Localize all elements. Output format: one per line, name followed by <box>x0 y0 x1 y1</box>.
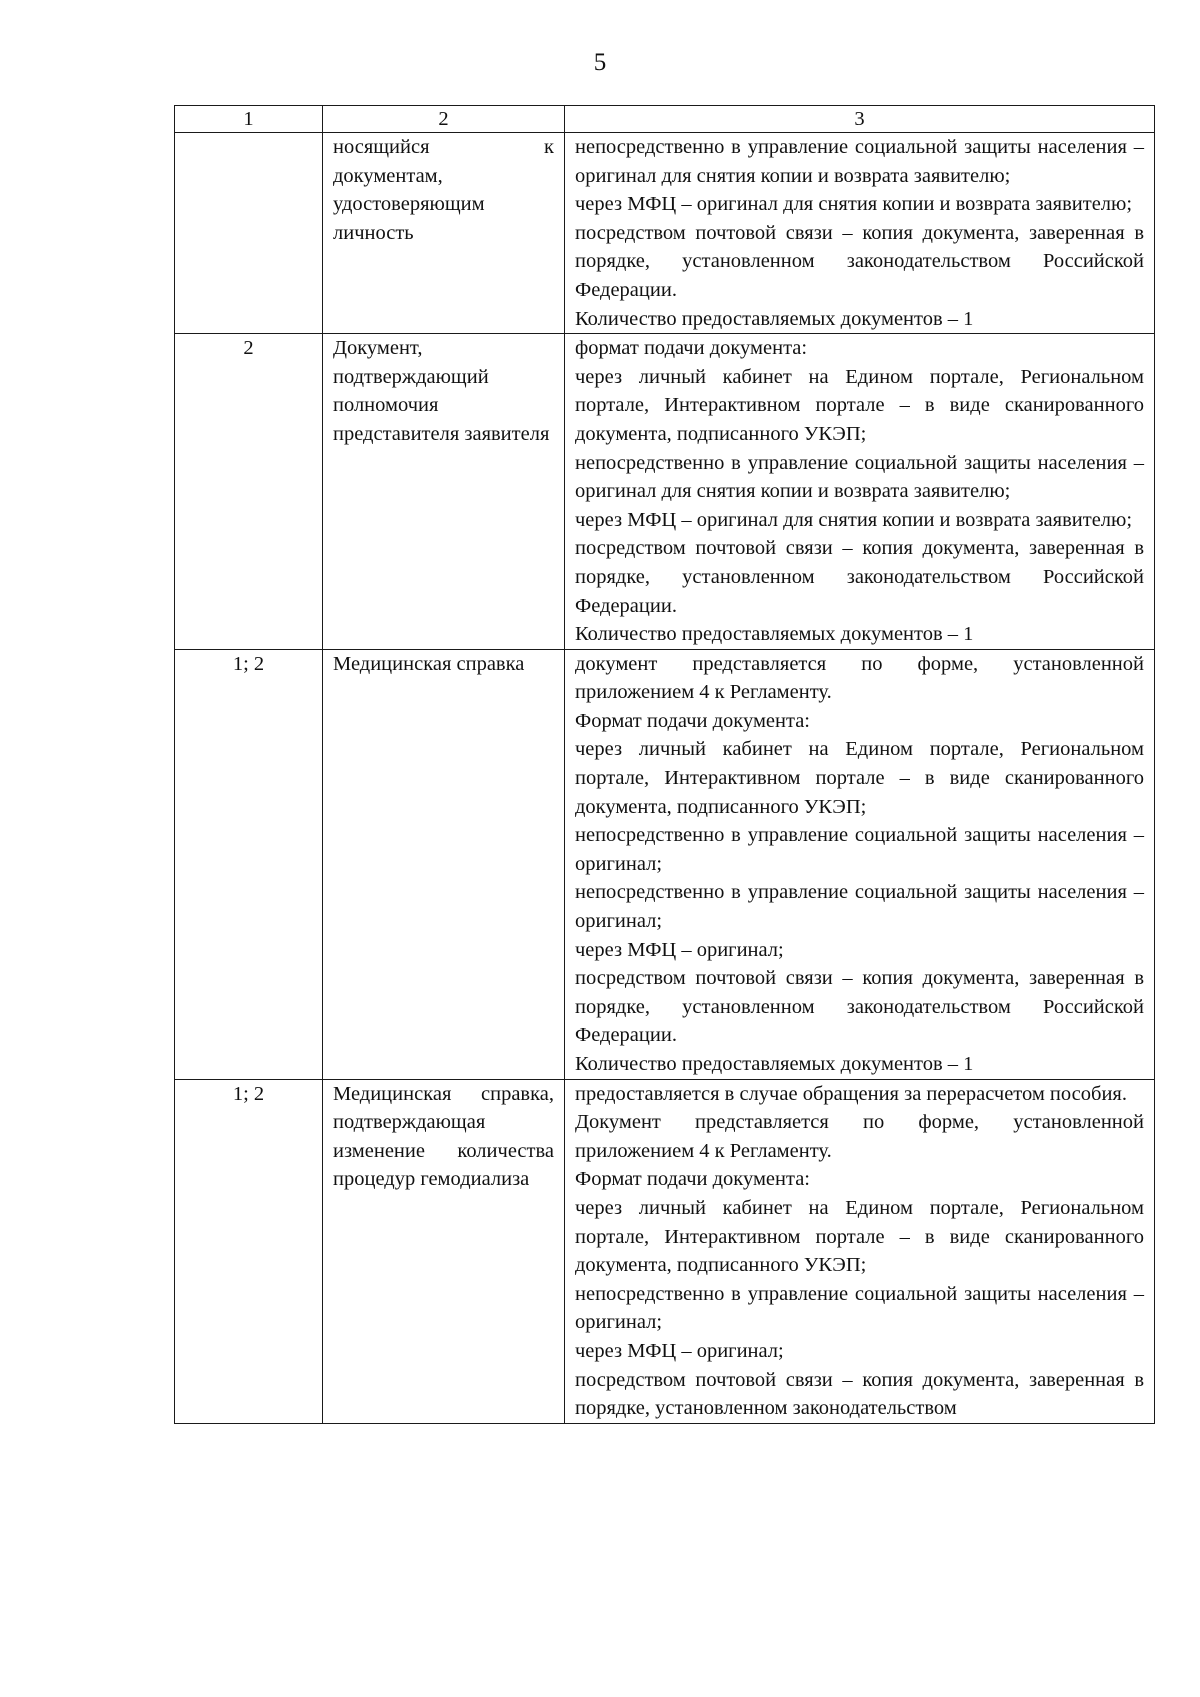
description-line: посредством почтовой связи – копия документа, заверенная в порядке, установленном законодательством Российской Федерации. <box>575 221 1144 301</box>
row-number-cell: 2 <box>175 334 323 650</box>
description-line: через МФЦ – оригинал для снятия копии и возврата заявителю; <box>575 193 1133 216</box>
description-line: формат подачи документа: <box>575 337 808 360</box>
description-line: через личный кабинет на Едином портале, Региональном портале, Интерактивном портале – в виде сканированного документа, подписанного УКЭП; <box>575 365 1144 445</box>
description-line: предоставляется в случае обращения за перерасчетом пособия. <box>575 1082 1127 1105</box>
documents-count-line: Количество предоставляемых документов – 1 <box>575 623 974 646</box>
description-line: через МФЦ – оригинал; <box>575 1339 784 1362</box>
table-row <box>175 334 1155 650</box>
document-description-cell <box>565 1079 1155 1423</box>
description-line: Формат подачи документа: <box>575 1168 810 1191</box>
description-line: посредством почтовой связи – копия документа, заверенная в порядке, установленном законодательством <box>575 1368 1144 1420</box>
description-line: посредством почтовой связи – копия документа, заверенная в порядке, установленном законодательством Российской Федерации. <box>575 537 1144 617</box>
document-description-cell <box>565 649 1155 1079</box>
row-number-cell: 1; 2 <box>175 1079 323 1423</box>
document-name-cell: Медицинская справка <box>323 649 565 1079</box>
description-line: Формат подачи документа: <box>575 709 810 732</box>
page-number: 5 <box>593 49 607 76</box>
description-line: непосредственно в управление социальной защиты населения – оригинал для снятия копии и возврата заявителю; <box>575 451 1144 503</box>
description-line: Документ представляется по форме, установленной приложением 4 к Регламенту. <box>575 1111 1144 1162</box>
description-line: через личный кабинет на Едином портале, Региональном портале, Интерактивном портале – в виде сканированного документа, подписанного УКЭП; <box>575 1196 1144 1277</box>
document-description-cell <box>565 334 1155 650</box>
document-table <box>174 105 1155 1424</box>
description-line: через личный кабинет на Едином портале, Региональном портале, Интерактивном портале – в виде сканированного документа, подписанного УКЭП; <box>575 738 1144 818</box>
document-name-cell: Документ, подтверждающий полномочия представителя заявителя <box>323 334 565 650</box>
description-line: посредством почтовой связи – копия документа, заверенная в порядке, установленном законодательством Российской Федерации. <box>575 967 1144 1047</box>
documents-count-line: Количество предоставляемых документов – 1 <box>575 307 974 330</box>
table-header-row <box>175 106 1155 133</box>
table-row <box>175 133 1155 334</box>
description-line: через МФЦ – оригинал; <box>575 938 784 961</box>
table-row <box>175 649 1155 1079</box>
description-line: непосредственно в управление социальной защиты населения – оригинал; <box>575 824 1144 875</box>
description-line: непосредственно в управление социальной защиты населения – оригинал для снятия копии и возврата заявителю; <box>575 136 1144 187</box>
description-line: непосредственно в управление социальной защиты населения – оригинал; <box>575 881 1144 933</box>
description-line: непосредственно в управление социальной защиты населения – оригинал; <box>575 1282 1144 1334</box>
documents-count-line: Количество предоставляемых документов – 1 <box>575 1053 974 1075</box>
row-number-cell: 1; 2 <box>175 649 323 1079</box>
document-name-cell: носящийся к документам, удостоверяющим личность <box>323 133 565 334</box>
column-header-2: 2 <box>323 106 565 133</box>
column-header-3: 3 <box>565 106 1155 133</box>
table-row <box>175 1079 1155 1423</box>
row-number-cell <box>175 133 323 334</box>
document-description-cell <box>565 133 1155 334</box>
document-name-cell: Медицинская справка, подтверждающая изменение количества процедур гемодиализа <box>323 1079 565 1423</box>
column-header-1: 1 <box>175 106 323 133</box>
description-line: через МФЦ – оригинал для снятия копии и возврата заявителю; <box>575 508 1133 531</box>
description-line: документ представляется по форме, установленной приложением 4 к Регламенту. <box>575 652 1144 704</box>
